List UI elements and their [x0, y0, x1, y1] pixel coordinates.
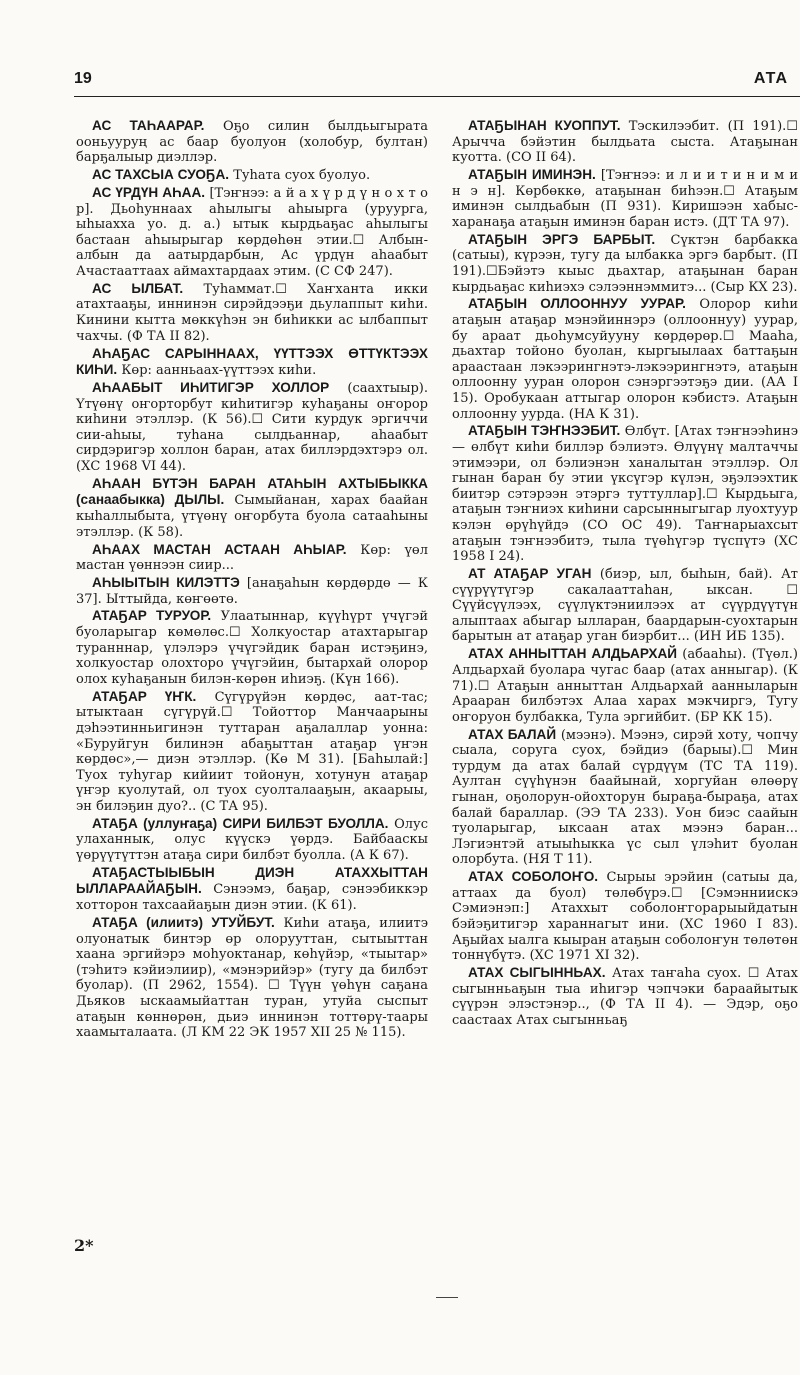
entry-headword: АҺАҔАС САРЫННААХ, ҮҮТТЭЭХ ӨТТҮКТЭЭХ КИҺИ. — [76, 345, 428, 378]
entry-headword: АТАҔЫНАН КУОППУТ. — [468, 118, 621, 133]
entry-headword: АТАҔАСТЫЫБЫН ДИЭН АТАХХЫТТАН ЫЛЛАРААЙАҔЫН. — [76, 864, 428, 897]
entry-definition: Атах таҥаһа суох. ☐ Атах сыгынньаҕын тыа иһигэр чэпчэки бараайытык сүүрэн элэстэнэр.., (Ф ТА II 4). — Эдэр, оҕо саастаах Атах сыгынньаҕ — [452, 966, 798, 1028]
entry-definition: Оҕо силин былдьыгырата ооньууруң ас баар буолуон (холобур, бултан) барҕалыыр диэллэр. — [76, 119, 429, 166]
right-column — [452, 118, 798, 1030]
entry-definition: [анаҕаһын көрдөрдө — К 37]. Ыттыйда, көҥөөтө. — [76, 576, 428, 607]
entry-definition: (саахтыыр). Үтүөнү оҥорторбут киһитигэр куһаҕаны оҥорор киһини этэллэр. (К 56).☐ Сити курдук эргиччи сии-аһыы, туһана сылдьаннар, аһаабыт сирдэригэр холлон баран, атах биллэрдэхтэрэ ол. (ХС 1968 VI 44). — [76, 380, 429, 474]
bottom-dash — [436, 1297, 458, 1298]
entry-headword: АС ЫЛБАТ. — [92, 280, 184, 296]
entry-definition: Сырыы эрэйин (сатыы да, аттаах да буол) төлөбүрэ.☐ [Сэмэнниискэ Сэмиэнэп:] Атаххыт соболоҥгорарыыйдатын бэйэҕитигэр хараннагыт ини. (ХС 1960 I 83). Аҕыйах ыалга кыыран атаҕын соболоҥун төлөтөн тоннүбүтэ. (ХС 1971 XI 32). — [452, 870, 798, 964]
entry-definition: Өлбүт. [Атах тэҥнээһинэ — өлбүт киһи биллэр бэлиэтэ. Өлүүнү малтаччы этимээри, ол бэлиэнэн ханалытан этэллэр. Ол гынан баран бу этии үксүгэр күлэн, эҕэлээхтик биитэр сэтэрээн этэргэ туттуллар].☐ Кырдьыга, атаҕын тэҥниэх киһини сарсынныгыгар луохтуур кэлэн өрүһүйдэ (СО ОС 49). Таҥнарыахсыт атаҕын тэҥнээбитэ, тыла түөһүгэр түспүтэ (ХС 1958 I 24). — [452, 424, 798, 565]
entry-definition: Көр: аанньаах-үүттээх киһи. — [121, 363, 317, 379]
dictionary-entry — [76, 689, 428, 815]
entry-headword: АТАХ СОБОЛОҤО. — [468, 869, 599, 885]
entry-definition: Сэнээмэ, баҕар, сэнээбиккэр хотторон тахсаайаҕын диэн этии. (К 61). — [76, 882, 428, 914]
dictionary-entry — [452, 646, 798, 725]
dictionary-entry — [76, 281, 428, 344]
left-column — [76, 118, 428, 1042]
entry-headword: АС ҮРДҮН АҺАА. — [92, 184, 206, 200]
entry-definition: Туһата суох буолуо. — [233, 168, 371, 184]
signature-mark: 2* — [74, 1236, 94, 1255]
dictionary-entry — [452, 566, 798, 645]
dictionary-entry — [452, 118, 798, 166]
entry-definition: Улаатыннар, күүһүрт үчүгэй буоларыгар көмөлөс.☐ Холкуостар атахтарыгар туранннар, үлэлэрэ үчүгэйдик баран истэҕинэ, холкуостар олохторо үчүгэйин, бытархай олорор олох куһаҕанын билэн-көрөн иһиэҕ. (Күн 166). — [76, 609, 428, 687]
entry-definition: (абааһы). (Түөл.) Алдьархай буолара чугас баар (атах анныгар). (К 71).☐ Атаҕын анныттан Алдьархай аанныларын Арааран билбэтэх Алаа харах мэкчиргэ, Тугу оҥоруон булбакка, Тула эргийбит. (БР КК 15). — [452, 647, 798, 725]
dictionary-entry — [76, 816, 428, 864]
dictionary-entry — [76, 118, 428, 166]
dictionary-entry — [452, 296, 798, 422]
entry-headword: АТАҔА (илиитэ) УТУЙБУТ. — [92, 914, 275, 930]
dictionary-entry — [76, 167, 428, 184]
entry-headword: АТАҔЫН ОЛЛООННУУ УУРАР. — [468, 296, 686, 312]
dictionary-entry — [76, 380, 428, 475]
entry-definition: Олорор киһи атаҕын атаҕар мэнэйиннэрэ (оллооннуу) уурар, бу араат дьоһумсуйууну көрдөрөр.☐ Мааһа, дьахтар тойоно буолан, кыргыылаах баттаҕын араастаан лэкээрингнэтэ-лэкээрингнэтэ, атаҕын оллоонну ууран олорон сэнэргээтэҕэ дии. (АА I 15). Оробукаан аттыгар олорон кэбистэ. Атаҕын оллоонну уурда. (НА К 31). — [452, 297, 799, 422]
entry-definition: [Тэҥнээ: и л и и т и н и м и н э н]. Көрбөккө, атаҕынан биһээн.☐ Атаҕым иминэн сылдьабын (П 931). Киришээн хабыс-харанаҕа атаҕын иминэн баран истэ. (ДТ ТА 97). — [452, 168, 798, 230]
entry-definition: Сүгүрүйэн көрдөс, аат-тас; ытыктаан сүгүрүй.☐ Тойоттор Манчаарыны дэһээтинньигинэн туттаран аҕалаллар уонна: «Буруйгун билинэн абаҕыттан атаҕар үҥэн көрдөс»,— диэн этэллэр. (Кө М 31). [Баһылай:] Туох туһугар кийиит тойонун, хотунун атаҕар үҥэр куолутай, ол туох суолталааҕын, акаарыы, эн билэҕин дуо?.. (С ТА 95). — [76, 689, 428, 814]
entry-definition: (мээнэ). Мээнэ, сирэй хоту, чопчу сыала, соруга суох, бэйдиэ (барыы).☐ Мин турдум да атах балай сүрдүүм (ТС ТА 119). Аултан сүүһүнэн баайынай, хоргуйан өлөөрү гынан, оҕолорун-ойохторун быраҕа-быраҕа, атах балай бараллар. (ЭЭ ТА 233). Уон биэс саайын туоларыгар, ыксаан атах мээнэ баран... Лэгиэнтэй атыыһыкка үс сыл үлэһит буолан олорбута. (НЯ Т 11). — [452, 727, 798, 868]
entry-headword: АҺААХ МАСТАН АСТААН АҺЫАР. — [92, 541, 347, 557]
entry-headword: АТАХ БАЛАЙ — [468, 726, 557, 742]
dictionary-entry — [76, 575, 428, 607]
entry-headword: АҺААН БҮТЭН БАРАН АТАҺЫН АХТЫБЫККА (санаабыкка) ДЫЛЫ. — [76, 475, 428, 508]
dictionary-entry — [76, 915, 428, 1041]
entry-definition: Туһаммат.☐ Хаҥханта икки атахтааҕы, иннинэн сирэйдээҕи дьулаппыт киһи. Кинини кытта мөккүһэн эн биһикки ас ылбаппыт чахчы. (Ф ТА II 82). — [76, 281, 429, 344]
entry-headword: АТАҔА (уллуҥаҕа) СИРИ БИЛБЭТ БУОЛЛА. — [92, 815, 389, 831]
dictionary-entry — [76, 542, 428, 574]
header-rule — [74, 96, 800, 97]
running-head: АТА — [753, 70, 788, 87]
dictionary-entry — [452, 727, 798, 868]
entry-headword: АТАҔЫН ЭРГЭ БАРБЫТ. — [468, 231, 656, 247]
dictionary-entry — [76, 185, 428, 280]
entry-definition: Көр: үөл мастан үөннээн сиир... — [76, 542, 429, 574]
entry-headword: АТАҔЫН ТЭҤНЭЭБИТ. — [468, 423, 621, 439]
entry-definition: Сымыйанан, харах баайан кыһаллыбыта, үтүөнү оҥорбута буола сатааһыны этэллэр. (К 58). — [76, 493, 428, 540]
entry-definition: Киһи атаҕа, илиитэ олуонатык бинтэр өр олорууттан, сытыыттан хаана эргийэрэ моһуоктанар, көһүйэр, «тыытар» (тэһитэ кэйиэлиир), «мэнэрийэр» (тугу да билбэт буолар). (П 2962, 1554). ☐ Түүн үөһүн саҕана Дьяков ыскаамыйаттан туран, утуйа сыспыт атаҕын көннөрөн, дьиэ иннинэн тоттөрү-таары хаамыталаата. (Л КМ 22 ЭК 1957 XII 25 № 115). — [76, 915, 429, 1041]
entry-headword: АҺЫЫТЫН КИЛЭТТЭ — [92, 575, 240, 590]
dictionary-entry — [452, 167, 798, 230]
entry-headword: АТАҔЫН ИМИНЭН. — [468, 167, 596, 183]
dictionary-entry — [76, 865, 428, 914]
dictionary-entry — [76, 608, 428, 687]
dictionary-entry — [452, 232, 798, 295]
entry-headword: АТ АТАҔАР УГАН — [468, 566, 592, 582]
entry-headword: АС ТАҺААРАР. — [92, 118, 205, 133]
entry-definition: [Тэҥнээ: а й а х ү р д ү н о х т о р]. Дьоһуннаах аһылыгы аһыырга (уруурга, ыhыахха уо. д. а.) ытык кырдьаҕас аһылыгы бастаан аһыырыгар көрдөһөн этии.☐ Албын-албын да аатырдарбын, Ас үрдүн аһаабыт Ачастааттаах аймахтардаах этим. (С СФ 247). — [76, 185, 428, 279]
entry-definition: Сүктэн барбакка (сатыы), күрээн, тугу да ылбакка эргэ барбыт. (П 191).☐Бэйэтэ кыыс дьахтар, атаҕынан баран кырдьаҕас киһиэхэ сэлээннэммитэ... (Сыр КХ 23). — [452, 232, 799, 295]
page-number: 19 — [74, 70, 92, 87]
entry-headword: АТАҔАР ТУРУОР. — [92, 608, 212, 624]
entry-definition: Тэскилээбит. (П 191).☐ Арычча бэйэтин былдьата сыста. Атаҕынан куотта. (СО II 64). — [452, 119, 798, 166]
dictionary-entry — [452, 423, 798, 564]
dictionary-entry — [76, 476, 428, 540]
dictionary-entry — [452, 965, 798, 1028]
entry-headword: АТАХ АННЫТТАН АЛДЬАРХАЙ — [468, 646, 678, 662]
entry-definition: Олус улаханнык, олус күүскэ үөрдэ. Байбааскы үөрүүтүттэн атаҕа сири билбэт буолла. (А К 67). — [76, 816, 428, 863]
entry-headword: АТАХ СЫГЫННЬАХ. — [468, 965, 606, 981]
entry-headword: АТАҔАР ҮҤК. — [92, 688, 197, 704]
dictionary-entry — [76, 346, 428, 379]
entry-definition: (биэр, ыл, быһын, бай). Ат сүүрүүтүгэр сакалааттаһан, ыксан. ☐ Сүүйсүүлээх, сүүлүктэниилээх ат сүүрдүүтүн алыптаах абыгар ылларан, баардарын-суохтарын барытын ат атаҕар уган биэрбит... (ИН ИБ 135). — [452, 567, 798, 645]
entry-headword: АҺААБЫТ ИҺИТИГЭР ХОЛЛОР — [92, 379, 330, 395]
entry-headword: АС ТАХСЫА СУОҔА. — [92, 167, 230, 183]
dictionary-entry — [452, 869, 798, 964]
